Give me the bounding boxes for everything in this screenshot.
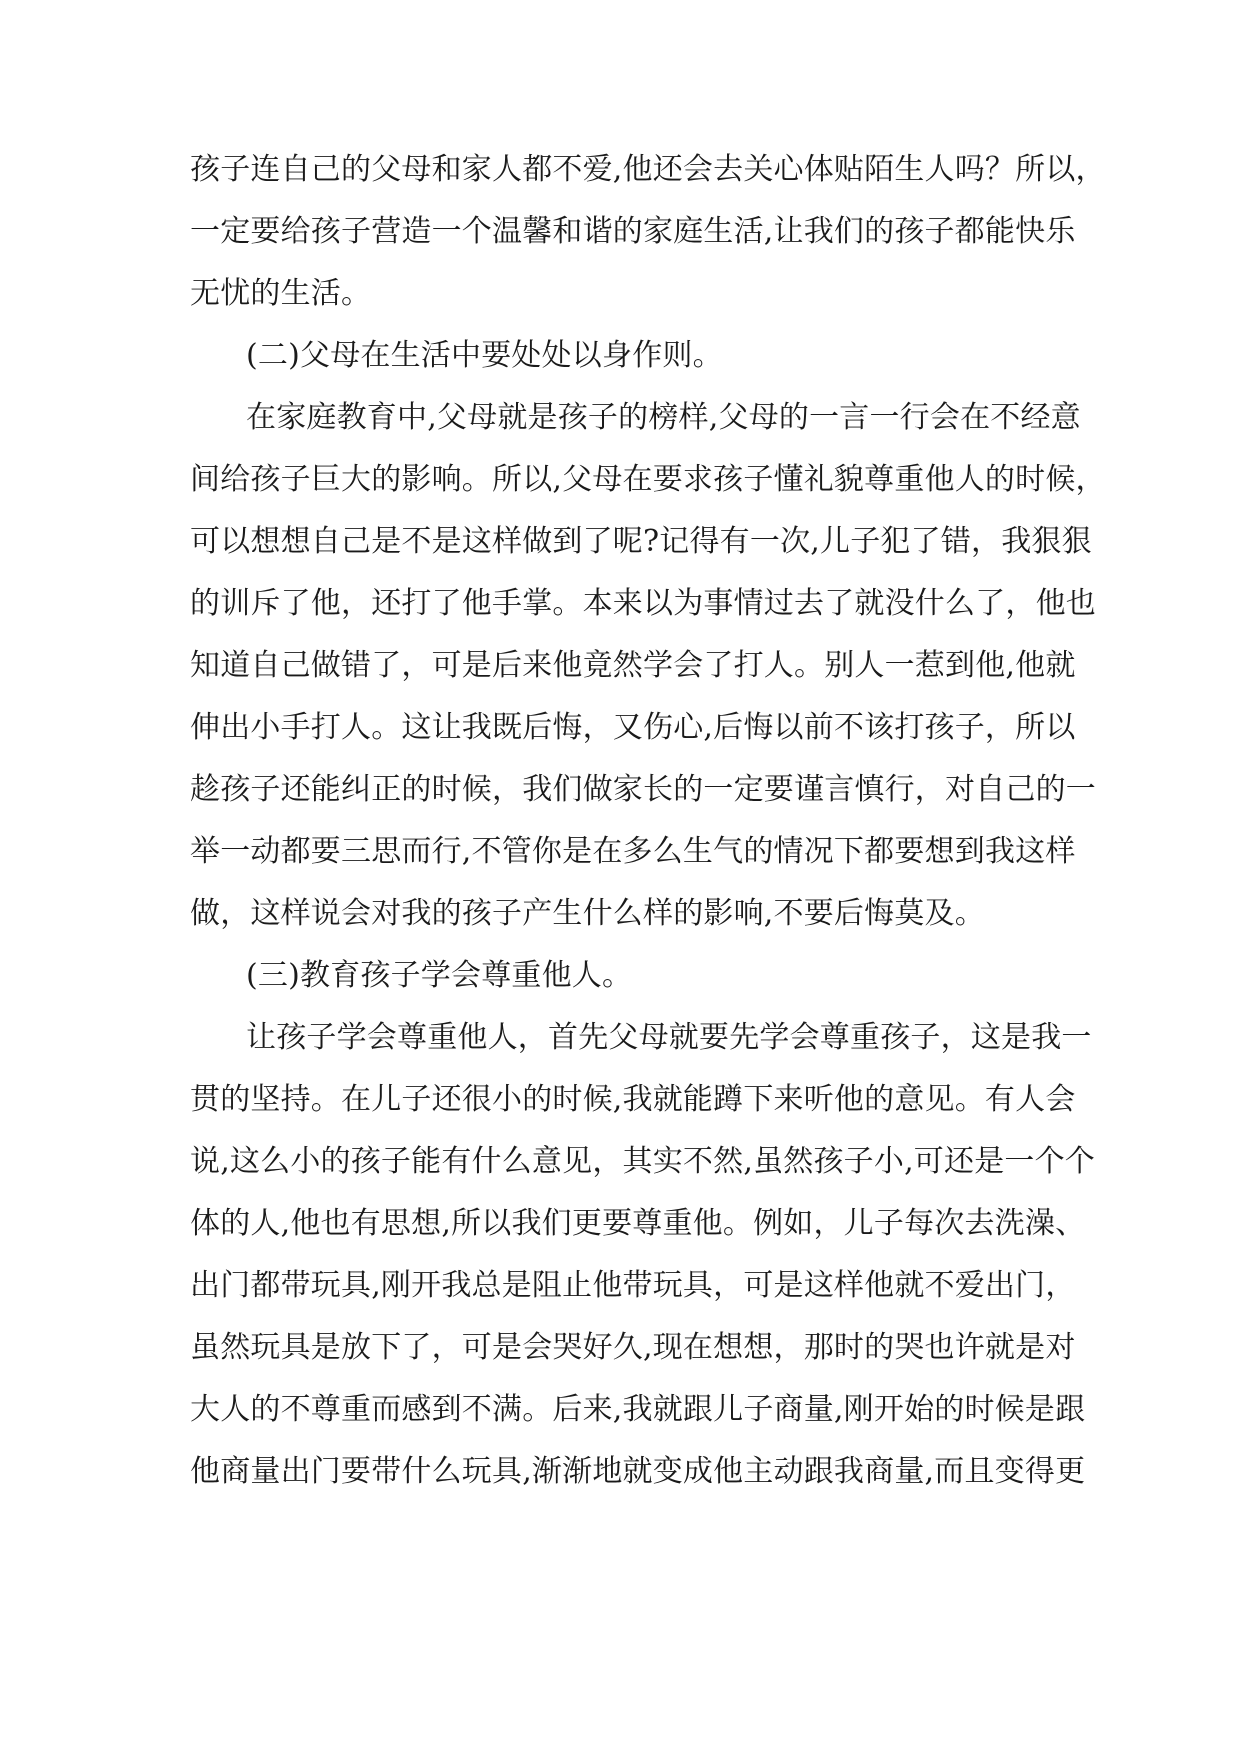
text-line: 让孩子学会尊重他人，首先父母就要先学会尊重孩子，这是我一	[246, 1020, 1092, 1055]
text-line: 趁孩子还能纠正的时候，我们做家长的一定要谨言慎行，对自己的一	[190, 772, 1096, 807]
text-line: 伸出小手打人。这让我既后悔，又伤心,后悔以前不该打孩子，所以	[190, 710, 1076, 745]
section-heading: (三)教育孩子学会尊重他人。	[246, 958, 633, 993]
text-line: 贯的坚持。在儿子还很小的时候,我就能蹲下来听他的意见。有人会	[190, 1082, 1076, 1117]
text-line: 间给孩子巨大的影响。所以,父母在要求孩子懂礼貌尊重他人的时候，	[190, 462, 1106, 497]
text-line: 知道自己做错了，可是后来他竟然学会了打人。别人一惹到他,他就	[190, 648, 1076, 683]
text-line: 的训斥了他，还打了他手掌。本来以为事情过去了就没什么了，他也	[190, 586, 1096, 621]
text-line: 说,这么小的孩子能有什么意见，其实不然,虽然孩子小,可还是一个个	[190, 1144, 1096, 1179]
text-line: 出门都带玩具,刚开我总是阻止他带玩具，可是这样他就不爱出门，	[190, 1268, 1076, 1303]
text-line: 无忧的生活。	[190, 276, 372, 311]
text-line: 在家庭教育中,父母就是孩子的榜样,父母的一言一行会在不经意	[246, 400, 1081, 435]
text-line: 孩子连自己的父母和家人都不爱,他还会去关心体贴陌生人吗？所以，	[190, 152, 1106, 187]
section-heading: (二)父母在生活中要处处以身作则。	[246, 338, 723, 373]
text-line: 可以想想自己是不是这样做到了呢?记得有一次,儿子犯了错，我狠狠	[190, 524, 1092, 559]
text-line: 一定要给孩子营造一个温馨和谐的家庭生活,让我们的孩子都能快乐	[190, 214, 1076, 249]
text-line: 体的人,他也有思想,所以我们更要尊重他。例如，儿子每次去洗澡、	[190, 1206, 1086, 1241]
text-line: 他商量出门要带什么玩具,渐渐地就变成他主动跟我商量,而且变得更	[190, 1454, 1086, 1489]
text-line: 举一动都要三思而行,不管你是在多么生气的情况下都要想到我这样	[190, 834, 1076, 869]
text-line: 大人的不尊重而感到不满。后来,我就跟儿子商量,刚开始的时候是跟	[190, 1392, 1086, 1427]
text-line: 虽然玩具是放下了，可是会哭好久,现在想想，那时的哭也许就是对	[190, 1330, 1076, 1365]
text-line: 做，这样说会对我的孩子产生什么样的影响,不要后悔莫及。	[190, 896, 985, 931]
